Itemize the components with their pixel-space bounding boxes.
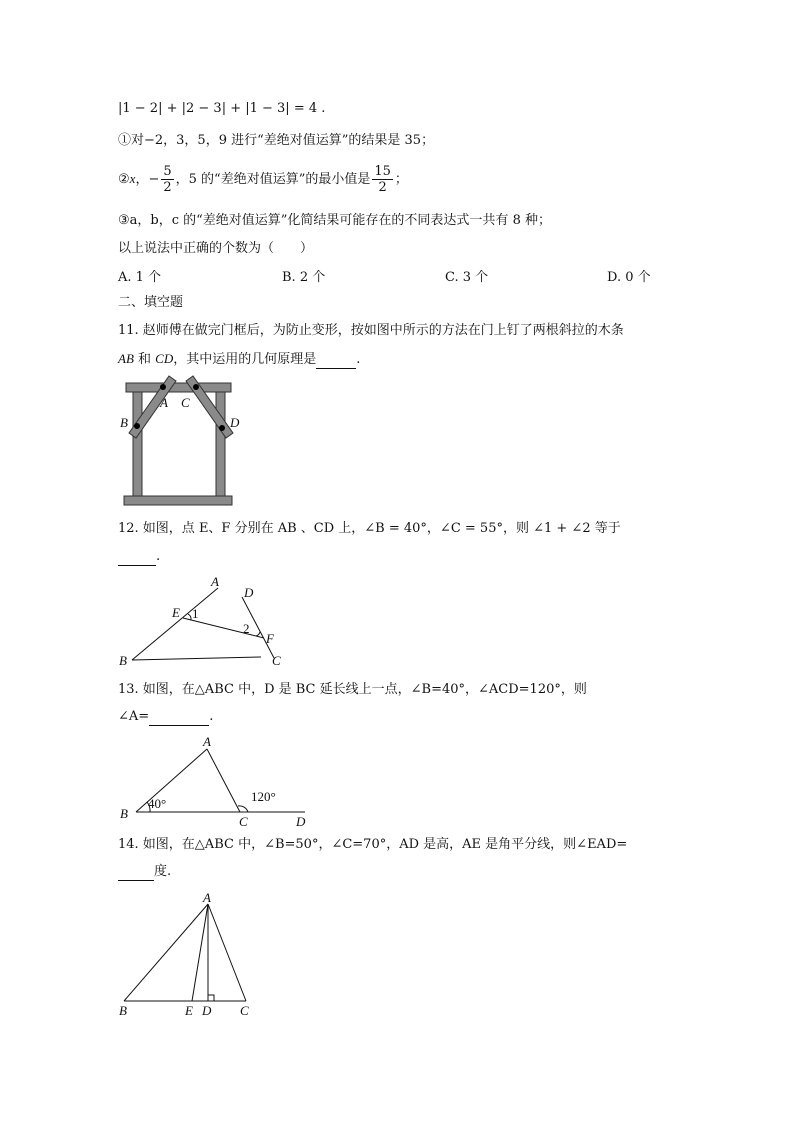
angle-c-label: 120° xyxy=(251,789,276,804)
question-line: 以上说法中正确的个数为（ ） xyxy=(118,241,314,256)
q13-line-1: 13. 如图，在△ABC 中，D 是 BC 延长线上一点，∠B=40°，∠ACD=120°，则 xyxy=(118,682,587,697)
q11-rest: ，其中运用的几何原理是 xyxy=(173,352,317,367)
q14-figure xyxy=(124,904,246,1001)
label-d: D xyxy=(230,415,240,430)
label-c: C xyxy=(240,1003,249,1018)
q14-line-2 xyxy=(118,863,171,881)
option-b: B. 2 个 xyxy=(282,270,326,285)
label-d: D xyxy=(244,585,254,600)
option-c: C. 3 个 xyxy=(445,270,489,285)
label-d: D xyxy=(202,1003,212,1018)
statement-3: ③a，b，c 的“差绝对值运算”化简结果可能存在的不同表达式一共有 8 种； xyxy=(118,213,551,228)
fraction-numerator: 5 xyxy=(163,164,172,179)
statement-2-sep: ， xyxy=(135,172,149,187)
label-c: C xyxy=(272,653,281,668)
label-b: B xyxy=(120,415,128,430)
point-a xyxy=(160,384,166,390)
frame-right-post xyxy=(216,392,225,496)
top-expression: |1 − 2| + |2 − 3| + |1 − 3| = 4 . xyxy=(118,101,326,116)
option-a: A. 1 个 xyxy=(118,270,162,285)
statement-2-prefix: ② xyxy=(118,172,130,187)
frame-bottom-beam xyxy=(124,496,232,505)
angle-1-label: 1 xyxy=(192,606,199,621)
statement-2-mid: ，5 的“差绝对值运算”的最小值是 xyxy=(175,172,371,187)
frame-top-beam xyxy=(126,383,231,392)
statement-2-var: x xyxy=(129,171,136,186)
point-d xyxy=(219,425,225,431)
frame-left-post xyxy=(133,392,142,496)
point-c xyxy=(193,384,199,390)
label-c: C xyxy=(239,814,248,829)
label-b: B xyxy=(119,653,127,668)
segment-cd: CD xyxy=(155,351,174,366)
label-e: E xyxy=(185,1003,193,1018)
q11-end: . xyxy=(356,352,361,367)
label-c: C xyxy=(181,395,190,410)
answer-blank[interactable] xyxy=(149,711,209,726)
statement-2-minus: − xyxy=(148,172,160,187)
angle-b-label: 40° xyxy=(148,796,167,811)
answer-blank[interactable] xyxy=(118,551,156,566)
label-e: E xyxy=(172,605,180,620)
angle-2-label: 2 xyxy=(243,621,250,636)
label-a: A xyxy=(211,574,219,589)
q12-line-2 xyxy=(118,548,160,566)
fraction-denominator: 2 xyxy=(163,180,172,195)
fraction-denominator: 2 xyxy=(378,180,387,195)
segment-ab: AB xyxy=(118,351,134,366)
label-a: A xyxy=(160,395,168,410)
label-a: A xyxy=(203,734,211,749)
fraction-numerator: 15 xyxy=(374,164,391,179)
q13-prefix: ∠A= xyxy=(118,709,150,724)
point-b xyxy=(134,423,140,429)
label-b: B xyxy=(119,1003,127,1018)
q13-line-2 xyxy=(118,708,213,726)
q14-suffix: 度. xyxy=(154,864,172,879)
label-b: B xyxy=(120,806,128,821)
q14-line-1: 14. 如图，在△ABC 中，∠B=50°，∠C=70°，AD 是高，AE 是角平分线，则∠EAD= xyxy=(118,837,628,852)
answer-blank[interactable] xyxy=(118,866,154,881)
label-f: F xyxy=(266,631,274,646)
q13-end: . xyxy=(209,709,214,724)
q12-end: . xyxy=(156,549,161,564)
statement-2-end: ； xyxy=(394,172,408,187)
label-a: A xyxy=(203,890,211,905)
q11-and: 和 xyxy=(133,352,156,367)
q11-line-1: 11. 赵师傅在做完门框后，为防止变形，按如图中所示的方法在门上钉了两根斜拉的木条 xyxy=(118,323,624,338)
section-title: 二、填空题 xyxy=(118,295,184,310)
option-d: D. 0 个 xyxy=(607,270,651,285)
statement-1: ①对−2，3，5，9 进行“差绝对值运算”的结果是 35； xyxy=(118,133,435,148)
label-d: D xyxy=(296,814,306,829)
q12-line-1: 12. 如图，点 E、F 分别在 AB 、CD 上，∠B = 40°，∠C = 55°，则 ∠1 + ∠2 等于 xyxy=(118,521,621,536)
